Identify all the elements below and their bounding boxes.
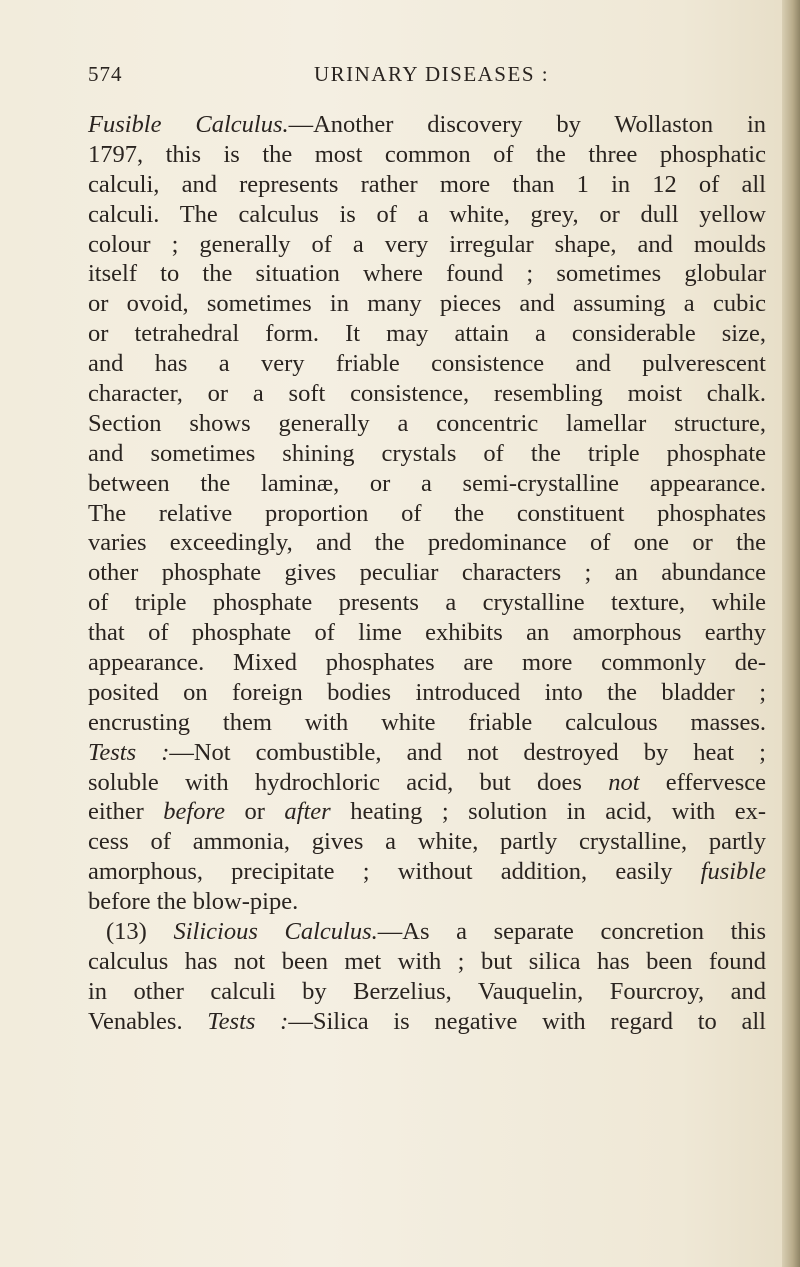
text-line [88,827,766,857]
text-line [88,110,766,140]
italic-text: before [163,798,225,826]
italic-text: not [608,768,640,796]
text-line [88,887,766,917]
text-line [88,558,766,588]
text-span: amorphous, precipitate ; without addition, easily [88,858,701,886]
text-span: other phosphate gives peculiar characters ; an abundance [88,559,766,587]
text-span: Section shows generally a concentric lamellar structure, [88,409,766,437]
text-line [88,230,766,260]
text-line [88,708,766,738]
text-span: of triple phosphate presents a crystalline texture, while [88,589,766,617]
page-header [88,62,778,88]
text-span: in other calculi by Berzelius, Vauquelin, Fourcroy, and [88,977,766,1005]
text-line [88,289,766,319]
text-span: effervesce [639,768,766,796]
running-head: URINARY DISEASES : [314,62,550,86]
italic-text: after [284,798,331,826]
text-line [88,349,766,379]
text-span: —Silica is negative with regard to all [288,1007,766,1035]
italic-text: Fusible Calculus. [88,111,289,138]
text-line [88,917,766,947]
text-span: calculi. The calculus is of a white, grey, or dull yellow [88,200,766,228]
text-line [88,528,766,558]
text-span: 1797, this is the most common of the three phosphatic [88,140,766,168]
italic-text: Tests : [88,738,170,766]
text-line [88,259,766,289]
text-line [88,977,766,1007]
text-line [88,439,766,469]
text-line [88,469,766,499]
text-span: between the laminæ, or a semi-crystalline appearance. [88,469,766,497]
text-span: calculi, and represents rather more than 1 in 12 of all [88,170,766,198]
text-span: or ovoid, sometimes in many pieces and assuming a cubic [88,290,766,318]
page-edge [782,0,800,1267]
text-span: —Another discovery by Wollaston in [288,111,766,138]
text-line [88,409,766,439]
text-span: posited on foreign bodies introduced into the bladder ; [88,678,766,706]
text-span: —Not combustible, and not destroyed by heat ; [169,738,766,766]
text-line [88,648,766,678]
text-span: appearance. Mixed phosphates are more commonly de- [88,649,766,677]
text-span: character, or a soft consistence, resembling moist chalk. [88,380,766,408]
text-line [88,768,766,798]
text-span: itself to the situation where found ; sometimes globular [88,260,766,288]
text-span: varies exceedingly, and the predominance of one or the [88,529,766,557]
text-span: (13) [106,918,174,946]
text-span: heating ; solution in acid, with ex- [330,798,766,826]
text-span: calculus has not been met with ; but silica has been found [88,947,766,975]
text-span: —As a separate concretion this [377,918,766,946]
text-line [88,200,766,230]
text-line [88,857,766,887]
text-line [88,947,766,977]
text-span: or [224,798,285,826]
italic-text: Tests : [207,1007,289,1035]
text-line [88,678,766,708]
text-span: and sometimes shining crystals of the triple phosphate [88,439,766,467]
text-line [88,319,766,349]
text-line [88,1007,766,1037]
text-span: or tetrahedral form. It may attain a considerable size, [88,320,766,348]
text-span: either [88,798,164,826]
text-span: cess of ammonia, gives a white, partly crystalline, partly [88,828,766,856]
text-span: and has a very friable consistence and pulverescent [88,350,766,378]
text-line [88,499,766,529]
text-line [88,618,766,648]
page-number: 574 [88,62,123,86]
text-line [88,140,766,170]
text-span: colour ; generally of a very irregular shape, and moulds [88,230,766,258]
text-span: The relative proportion of the constituent phosphates [88,499,766,527]
italic-text: fusible [700,858,766,886]
text-line [88,379,766,409]
text-span: encrusting them with white friable calculous masses. [88,708,766,736]
italic-text: Silicious Calculus. [173,918,378,946]
text-line [88,738,766,768]
text-line [88,588,766,618]
text-span: that of phosphate of lime exhibits an amorphous earthy [88,619,766,647]
text-span: before the blow-pipe. [88,888,299,916]
text-line [88,170,766,200]
text-span: Venables. [88,1007,208,1035]
body-text [88,110,788,1037]
text-line [88,797,766,827]
text-span: soluble with hydrochloric acid, but does [88,768,609,796]
